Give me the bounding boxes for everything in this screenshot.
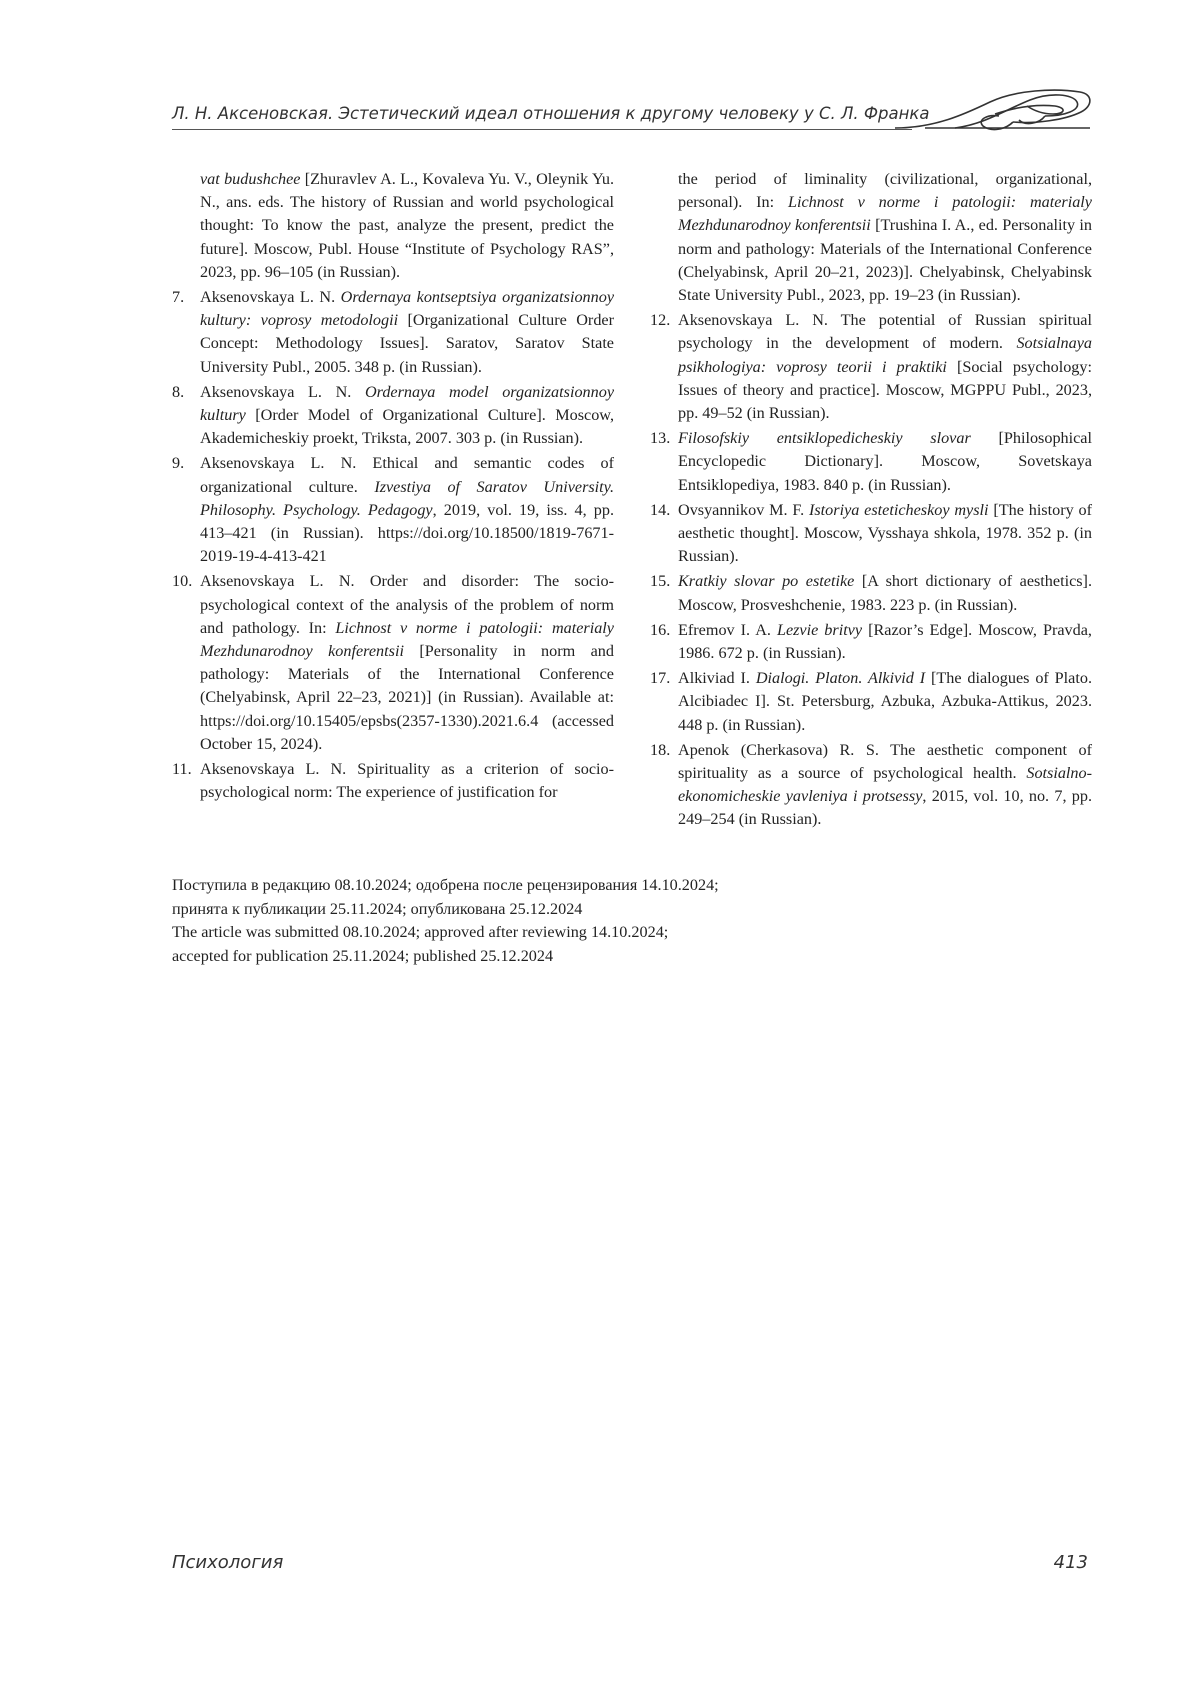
text-segment: Apenok (Cherkasova) R. S. The aesthetic component of spirituality as a source of psychological health.: [678, 741, 1092, 782]
left-column: [172, 168, 614, 806]
text-segment: [A short dictionary of aesthetics]. Moscow, Prosveshchenie, 1983. 223 p. (in Russian).: [678, 572, 1092, 613]
text-segment: Aksenovskaya L. N. The potential of Russian spiritual psychology in the development of modern.: [678, 311, 1092, 352]
text-segment: [Philosophical Encyclopedic Dictionary]. Moscow, Sovetskaya Entsiklopediya, 1983. 840 p. (in Russian).: [678, 429, 1092, 493]
reference-number: 7.: [172, 286, 184, 309]
text-segment: the period of liminality (civilizational, organizational, personal). In:: [678, 170, 1092, 211]
right-column: [650, 168, 1092, 834]
text-segment: [The history of aesthetic thought]. Moscow, Vysshaya shkola, 1978. 352 p. (in Russian).: [678, 501, 1092, 565]
running-header-title: Л. Н. Аксеновская. Эстетический идеал отношения к другому человеку у С. Л. Франка: [172, 104, 930, 123]
reference-number: 12.: [650, 309, 670, 332]
italic-title-segment: Ordernaya model organizatsionnoy kultury: [200, 383, 614, 424]
reference-number: 17.: [650, 667, 670, 690]
reference-item: [650, 499, 1092, 569]
reference-item: [172, 286, 614, 379]
reference-item: [650, 309, 1092, 425]
dates-ru-line-2: принята к публикации 25.11.2024; опубликована 25.12.2024: [172, 898, 1072, 922]
text-segment: [Social psychology: Issues of theory and practice]. Moscow, MGPPU Publ., 2023, pp. 49–52 (in Russian).: [678, 358, 1092, 422]
header-ornament-icon: [895, 84, 1095, 136]
text-segment: [Organizational Culture Order Concept: Methodology Issues]. Saratov, Saratov State University Publ., 2005. 348 p. (in Russian).: [200, 311, 614, 375]
italic-title-segment: Ordernaya kontseptsiya organizatsionnoy kultury: voprosy metodologii: [200, 288, 614, 329]
reference-number: 14.: [650, 499, 670, 522]
text-segment: [Personality in norm and pathology: Materials of the International Conference (Chelyabinsk, April 22–23, 2021)] (in Russian). Available at: https://doi.org/10.15405/epsbs(2357-1330).2021.6.4 (accessed October 15, 2024).: [200, 642, 614, 753]
text-segment: [Trushina I. A., ed. Personality in norm and pathology: Materials of the International Conference (Chelyabinsk, April 20–21, 2023)]. Chelyabinsk, Chelyabinsk State University Publ., 2023, pp. 19–23 (in Russian).: [678, 216, 1092, 304]
reference-number: 16.: [650, 619, 670, 642]
reference-number: 10.: [172, 570, 192, 593]
publication-dates: [172, 874, 1072, 968]
reference-item: [650, 739, 1092, 832]
italic-title-segment: Lezvie britvy: [777, 621, 862, 639]
left-reference-list: [172, 286, 614, 804]
dates-ru-line-1: Поступила в редакцию 08.10.2024; одобрена после рецензирования 14.10.2024;: [172, 874, 1072, 898]
italic-title-segment: Sotsialnaya psikhologiya: voprosy teorii i praktiki: [678, 334, 1092, 375]
left-continuation-text: [172, 168, 614, 284]
text-segment: , 2015, vol. 10, no. 7, pp. 249–254 (in Russian).: [678, 787, 1092, 828]
text-segment: Alkiviad I.: [678, 669, 756, 687]
reference-item: [650, 667, 1092, 737]
reference-number: 18.: [650, 739, 670, 762]
footer-journal-name: Психология: [172, 1552, 283, 1573]
reference-number: 15.: [650, 570, 670, 593]
text-segment: Aksenovskaya L. N. Ethical and semantic codes of organizational culture.: [200, 454, 614, 495]
right-continuation-text: [650, 168, 1092, 307]
reference-number: 8.: [172, 381, 184, 404]
italic-title-segment: Lichnost v norme i patologii: materialy Mezhdunarodnoy konferentsii: [200, 619, 614, 660]
reference-item: [172, 452, 614, 568]
italic-title-segment: Sotsialno-ekonomicheskie yavleniya i protsessy: [678, 764, 1092, 805]
reference-item: [172, 570, 614, 756]
reference-item: [172, 381, 614, 451]
text-segment: [Order Model of Organizational Culture]. Moscow, Akademicheskiy proekt, Triksta, 2007. 303 p. (in Russian).: [200, 406, 614, 447]
italic-title-segment: Lichnost v norme i patologii: materialy Mezhdunarodnoy konferentsii: [678, 193, 1092, 234]
italic-title-segment: Dialogi. Platon. Alkivid I: [756, 669, 925, 687]
text-segment: Aksenovskaya L. N.: [200, 383, 365, 401]
reference-item: [172, 758, 614, 804]
text-segment: , 2019, vol. 19, iss. 4, pp. 413–421 (in Russian). https://doi.org/10.18500/1819-7671-2019-19-4-413-421: [200, 501, 614, 565]
italic-title-segment: Kratkiy slovar po estetike: [678, 572, 854, 590]
text-segment: Ovsyannikov M. F.: [678, 501, 809, 519]
italic-title-segment: vat budushchee: [200, 170, 300, 188]
header-rule: [172, 129, 912, 130]
reference-item: [650, 570, 1092, 616]
text-segment: Aksenovskaya L. N.: [200, 288, 341, 306]
text-segment: Aksenovskaya L. N. Spirituality as a criterion of socio-psychological norm: The experience of justification for: [200, 760, 614, 801]
reference-number: 9.: [172, 452, 184, 475]
footer-page-number: 413: [1054, 1552, 1088, 1573]
text-segment: [The dialogues of Plato. Alcibiadec I]. St. Petersburg, Azbuka, Azbuka-Attikus, 2023. 448 p. (in Russian).: [678, 669, 1092, 733]
right-reference-list: [650, 309, 1092, 831]
dates-en-line-2: accepted for publication 25.11.2024; published 25.12.2024: [172, 945, 1072, 969]
text-segment: Aksenovskaya L. N. Order and disorder: The socio-psychological context of the analysis of the problem of norm and pathology. In:: [200, 572, 614, 636]
dates-en-line-1: The article was submitted 08.10.2024; approved after reviewing 14.10.2024;: [172, 921, 1072, 945]
reference-number: 11.: [172, 758, 192, 781]
text-segment: Efremov I. A.: [678, 621, 777, 639]
italic-title-segment: Filosofskiy entsiklopedicheskiy slovar: [678, 429, 971, 447]
italic-title-segment: Istoriya esteticheskoy mysli: [809, 501, 989, 519]
reference-number: 13.: [650, 427, 670, 450]
italic-title-segment: Izvestiya of Saratov University. Philosophy. Psychology. Pedagogy: [200, 478, 614, 519]
text-segment: [Zhuravlev A. L., Kovaleva Yu. V., Oleynik Yu. N., ans. eds. The history of Russian and world psychological thought: To know the past, analyze the present, predict the future]. Moscow, Publ. House “Institute of Psychology RAS”, 2023, pp. 96–105 (in Russian).: [200, 170, 614, 281]
text-segment: [Razor’s Edge]. Moscow, Pravda, 1986. 672 p. (in Russian).: [678, 621, 1092, 662]
reference-item: [650, 619, 1092, 665]
reference-item: [650, 427, 1092, 497]
